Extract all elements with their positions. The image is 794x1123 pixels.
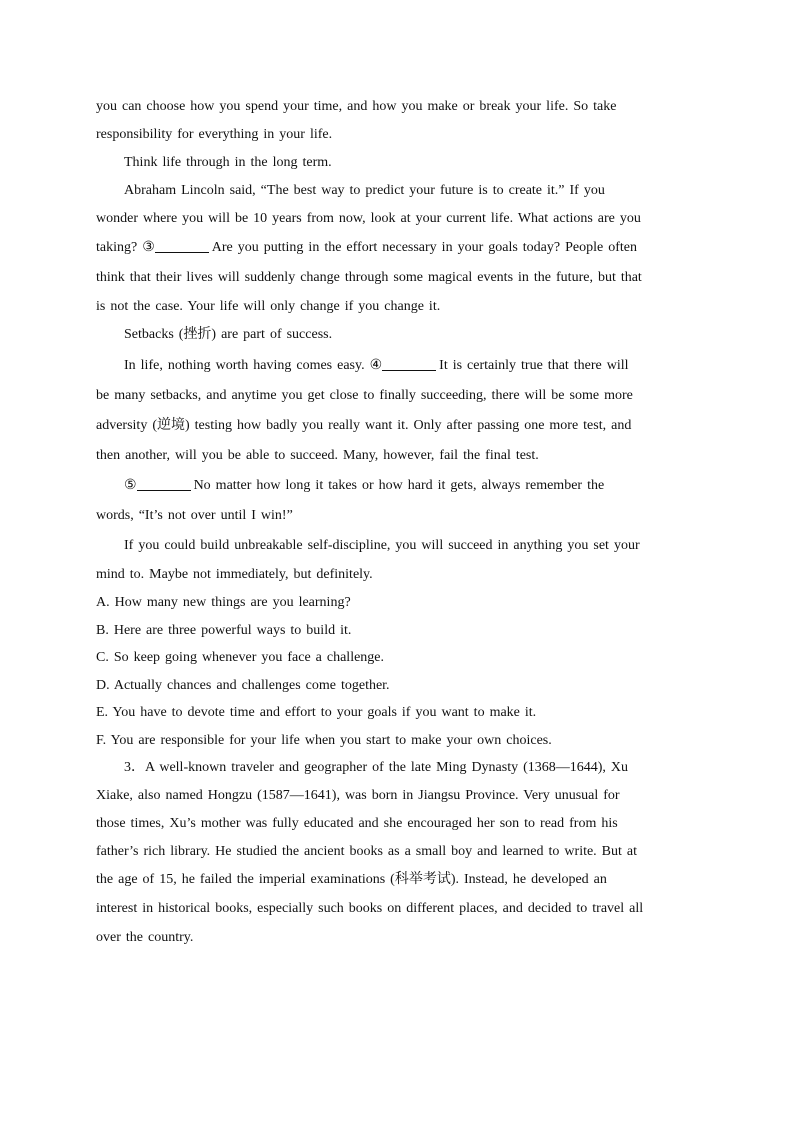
blank-number-4: ④ [369,358,383,373]
question-3-first-line [96,754,696,782]
text-segment: No matter how long it takes or how hard it gets, always remember the [193,478,605,493]
text-segment: A well-known traveler and geographer of the late Ming Dynasty (1368—1644), Xu [145,760,629,775]
answer-blank-5[interactable] [137,476,191,491]
text-line-with-blank-3 [96,233,696,263]
text-line: words, “It’s not over until I win!” [96,508,293,523]
text-line-with-blank-4 [96,351,696,381]
answer-blank-4[interactable] [382,356,436,371]
text-line: Abraham Lincoln said, “The best way to predict your future is to create it.” If you [124,183,605,198]
text-line: over the country. [96,930,194,945]
text-segment: Are you putting in the effort necessary in your goals today? People often [211,240,637,255]
text-line: Xiake, also named Hongzu (1587—1641), was born in Jiangsu Province. Very unusual for [96,788,620,803]
text-line: think that their lives will suddenly change through some magical events in the future, but that [96,270,642,285]
answer-blank-3[interactable] [155,238,209,253]
text-line: is not the case. Your life will only change if you change it. [96,299,441,314]
text-line: the age of 15, he failed the imperial examinations (科举考试). Instead, he developed an [96,872,607,887]
text-segment: In life, nothing worth having comes easy. [124,358,365,373]
option-c: C. So keep going whenever you face a challenge. [96,650,385,665]
text-line: father’s rich library. He studied the ancient books as a small boy and learned to write. But at [96,844,638,859]
passage-body [96,93,696,952]
text-line: adversity (逆境) testing how badly you really want it. Only after passing one more test, and [96,418,632,433]
option-a: A. How many new things are you learning? [96,595,351,610]
text-line: mind to. Maybe not immediately, but definitely. [96,567,373,582]
subheading-setbacks: Setbacks (挫折) are part of success. [124,327,333,342]
blank-number-3: ③ [142,240,155,255]
text-line: then another, will you be able to succeed. Many, however, fail the final test. [96,448,539,463]
text-segment: taking? [96,240,138,255]
text-line: interest in historical books, especially such books on different places, and decided to travel all [96,901,644,916]
text-segment: It is certainly true that there will [439,358,629,373]
text-line: If you could build unbreakable self-discipline, you will succeed in anything you set your [124,538,640,553]
text-line: you can choose how you spend your time, and how you make or break your life. So take [96,99,617,114]
option-b: B. Here are three powerful ways to build it. [96,622,352,638]
subheading-think-long-term: Think life through in the long term. [124,155,332,170]
text-line: be many setbacks, and anytime you get close to finally succeeding, there will be some more [96,388,633,403]
text-line: responsibility for everything in your life. [96,127,333,142]
text-line-with-blank-5 [96,471,696,501]
text-line: those times, Xu’s mother was fully educated and she encouraged her son to read from his [96,816,618,831]
text-line: wonder where you will be 10 years from now, look at your current life. What actions are you [96,211,641,226]
option-d: D. Actually chances and challenges come together. [96,677,390,693]
option-f: F. You are responsible for your life when you start to make your own choices. [96,732,552,748]
blank-number-5: ⑤ [124,478,137,493]
option-e: E. You have to devote time and effort to your goals if you want to make it. [96,705,537,720]
question-number: 3． [124,760,145,775]
